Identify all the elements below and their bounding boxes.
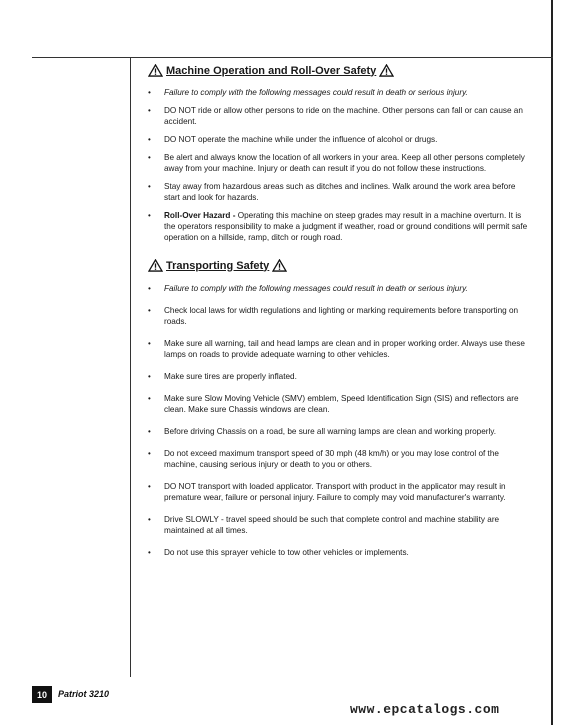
list-item: • DO NOT ride or allow other persons to ride on the machine. Other persons can fall or can cause an accident. <box>148 105 533 127</box>
list-item: • DO NOT operate the machine while under the influence of alcohol or drugs. <box>148 134 533 145</box>
list-item: • Stay away from hazardous areas such as ditches and inclines. Walk around the work area before start and look for hazards. <box>148 181 533 203</box>
list-item: • Make sure tires are properly inflated. <box>148 371 533 382</box>
section-heading-machine-operation <box>148 64 533 77</box>
section-heading-transporting <box>148 259 533 272</box>
list-item: • DO NOT transport with loaded applicator. Transport with product in the applicator may result in premature wear, failure or personal injury. Failure to comply may void manufacturer's warranty. <box>148 481 533 503</box>
list-item: • Failure to comply with the following messages could result in death or serious injury. <box>148 283 533 294</box>
list-item: • Do not use this sprayer vehicle to tow other vehicles or implements. <box>148 547 533 558</box>
list-item: • Make sure Slow Moving Vehicle (SMV) emblem, Speed Identification Sign (SIS) and reflectors are clean. Make sure Chassis windows are clean. <box>148 393 533 415</box>
transporting-list <box>148 283 533 558</box>
rollover-hazard-label: Roll-Over Hazard - <box>164 211 236 220</box>
list-item: • Make sure all warning, tail and head lamps are clean and in proper working order. Always use these lamps on roads to provide adequate warning to other vehicles. <box>148 338 533 360</box>
left-margin-rule <box>130 57 131 677</box>
page-number: 10 <box>32 686 52 703</box>
section-title: Machine Operation and Roll-Over Safety <box>166 64 377 77</box>
warning-triangle-icon <box>148 64 163 77</box>
list-item: • Failure to comply with the following messages could result in death or serious injury. <box>148 87 533 98</box>
top-rule <box>32 57 553 58</box>
list-item: • Before driving Chassis on a road, be sure all warning lamps are clean and working properly. <box>148 426 533 437</box>
page-content <box>148 64 533 558</box>
list-item: • Roll-Over Hazard - Operating this machine on steep grades may result in a machine overturn. It is the operators responsibility to make a judgment if weather, road or ground conditions will permit safe operation on a hillside, ramp, ditch or rough road. <box>148 210 533 243</box>
warning-triangle-icon <box>379 64 394 77</box>
warning-triangle-icon <box>272 259 287 272</box>
list-item: • Drive SLOWLY - travel speed should be such that complete control and machine stability are maintained at all times. <box>148 514 533 536</box>
list-item: • Be alert and always know the location of all workers in your area. Keep all other persons completely away from your machine. Injury or death can result if you do not follow these instructions. <box>148 152 533 174</box>
watermark-url: www.epcatalogs.com <box>350 702 500 717</box>
list-item: • Do not exceed maximum transport speed of 30 mph (48 km/h) or you may lose control of the machine, causing serious injury or death to you or others. <box>148 448 533 470</box>
warning-triangle-icon <box>148 259 163 272</box>
list-item: • Check local laws for width regulations and lighting or marking requirements before transporting on roads. <box>148 305 533 327</box>
product-name: Patriot 3210 <box>58 689 110 699</box>
section-title: Transporting Safety <box>166 259 270 272</box>
machine-operation-list <box>148 87 533 243</box>
